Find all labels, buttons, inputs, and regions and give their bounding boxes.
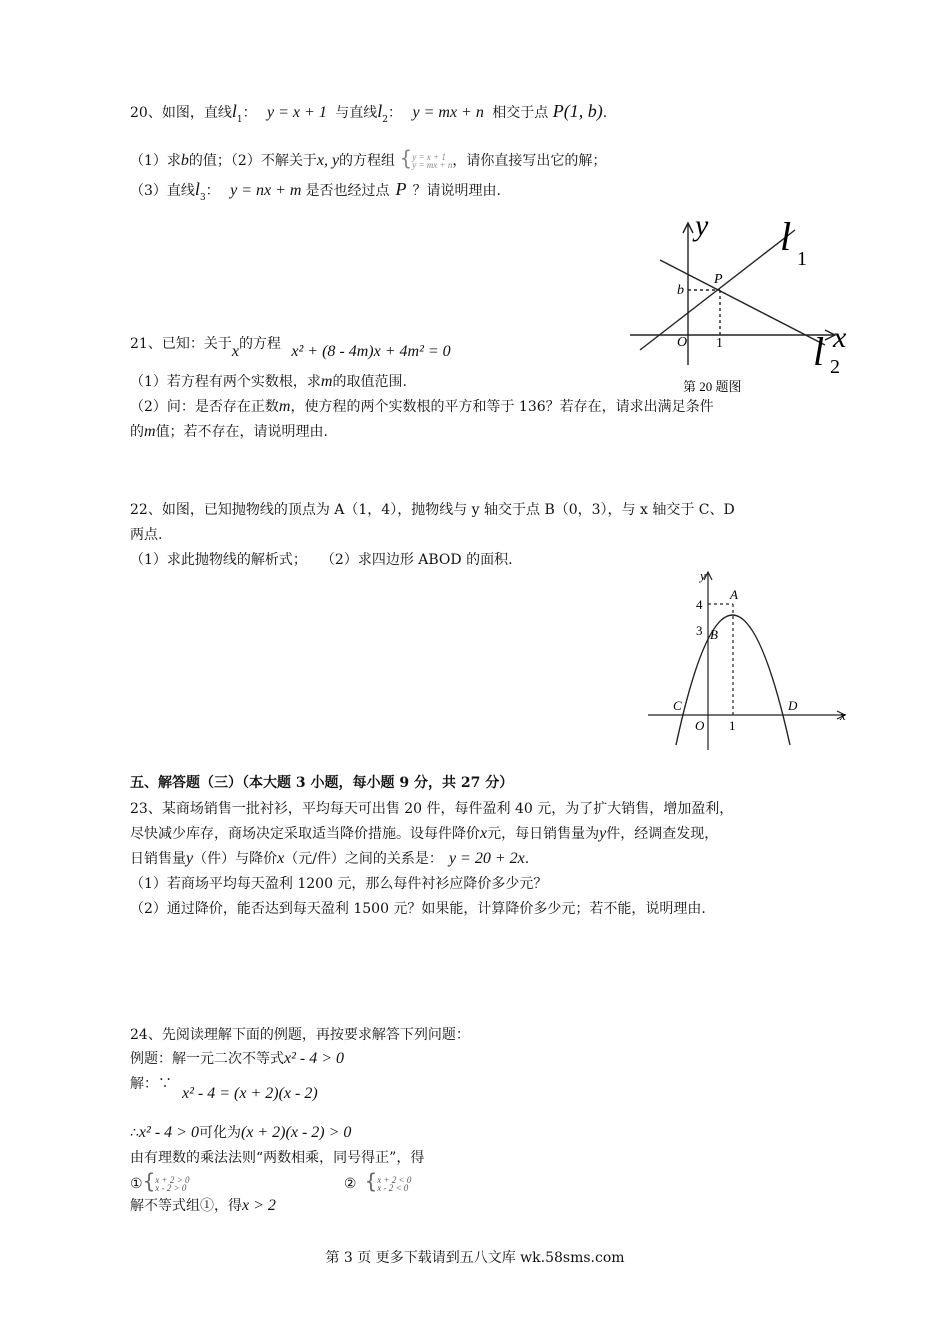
equation-system xyxy=(412,153,452,169)
q20-mid-text: 与直线 xyxy=(335,105,378,121)
q21-part2 xyxy=(130,397,714,417)
q22-line2: 两点. xyxy=(130,527,163,543)
q24-factorization: x² - 4 = (x + 2)(x - 2) xyxy=(182,1085,318,1102)
q24-line4c: 可化为 xyxy=(198,1125,241,1141)
period: . xyxy=(602,105,608,121)
q23-line3e: （元/件）之间的关系是： xyxy=(284,851,443,867)
system-2-brace: { xyxy=(364,1169,378,1193)
q20-part2-text: 的值；（2）不解关于 xyxy=(188,153,317,169)
q24-solution: x > 2 xyxy=(242,1197,276,1214)
q23-line3a: 日销售量 xyxy=(130,851,186,867)
line-l3-symbol: l xyxy=(194,179,200,199)
colon: ： xyxy=(205,183,220,199)
var-m: m xyxy=(144,423,156,440)
q23-line1: 23、某商场销售一批衬衫，平均每天可出售 20 件，每件盈利 40 元，为了扩大销售，增加盈利， xyxy=(130,801,734,817)
line-l3-equation: y = nx + m xyxy=(230,182,302,199)
q21-part2-text: （2）问：是否存在正数 xyxy=(130,399,279,415)
section-5-heading: 五、解答题（三）（本大题 3 小题，每小题 9 分，共 27 分） xyxy=(130,775,514,791)
fig20-origin-label: O xyxy=(677,335,688,350)
q21-intro: 21、已知：关于 xyxy=(130,336,232,352)
fig22-four-label: 4 xyxy=(696,597,703,612)
q24-line2a: 例题：解一元二次不等式 xyxy=(130,1051,284,1067)
q24-line4 xyxy=(130,1123,351,1143)
q24-inequality: x² - 4 > 0 xyxy=(138,1124,199,1141)
q21-part1-tail: 的取值范围. xyxy=(332,374,407,390)
fig22-c-label: C xyxy=(673,698,682,713)
q20-part3-tail: ？请说明理由. xyxy=(412,183,501,199)
q24-line1: 24、先阅读理解下面的例题，再按要求解答下列问题： xyxy=(130,1027,470,1043)
system-row-1: y = x + 1 xyxy=(412,152,446,162)
var-x: x xyxy=(480,825,488,842)
var-xy: x, y xyxy=(316,152,340,169)
q23-line2 xyxy=(130,824,718,844)
q24-line5: 由有理数的乘法法则“两数相乘，同号得正”，得 xyxy=(130,1150,425,1166)
therefore-symbol: ∴ xyxy=(130,1125,139,1141)
line-l1-symbol: l xyxy=(231,101,237,121)
system-1-label: ① xyxy=(130,1176,143,1192)
q20-part1-2 xyxy=(130,148,606,171)
q24-line3b xyxy=(182,1084,318,1104)
q23-line2c: 元，每日销售量为 xyxy=(487,826,600,842)
var-m: m xyxy=(278,398,291,415)
var-y: y xyxy=(599,825,607,842)
var-x: x xyxy=(277,850,285,867)
q20-part3-mid: 是否也经过点 xyxy=(305,183,390,199)
q23-line3 xyxy=(130,849,529,869)
q23-line3c: （件）与降价 xyxy=(193,851,278,867)
inequality-system-2 xyxy=(377,1176,411,1192)
fig20-l2-label: l xyxy=(813,329,825,374)
q21-part2-tail: 值；若不存在，请说明理由. xyxy=(155,424,329,440)
line-l1-equation: y = x + 1 xyxy=(267,104,327,121)
system-row-2: y = mx + n xyxy=(412,160,453,170)
fig22-a-label: A xyxy=(730,587,738,602)
fig20-y-label: y xyxy=(695,209,709,242)
fig20-caption: 第 20 题图 xyxy=(683,379,742,394)
system-2-row-1: x + 2 < 0 xyxy=(377,1175,412,1185)
q20-system-tail: ，请你直接写出它的解； xyxy=(452,153,607,169)
q24-line2 xyxy=(130,1049,344,1069)
var-b: b xyxy=(180,152,189,169)
colon: ： xyxy=(388,105,403,121)
q21-line1 xyxy=(130,334,451,360)
q23-relation: y = 20 + 2x xyxy=(448,850,525,867)
page-footer: 第 3 页 更多下载请到五八文库 wk.58sms.com xyxy=(325,1250,625,1266)
period: . xyxy=(524,851,530,867)
q20-line1 xyxy=(130,101,607,130)
system-brace: { xyxy=(399,146,413,170)
q20-part3 xyxy=(130,179,501,208)
system-1-row-2: x - 2 > 0 xyxy=(155,1183,187,1193)
var-m: m xyxy=(320,373,333,390)
fig22-x-label: x xyxy=(840,708,846,723)
q21-part2-d: 的 xyxy=(130,424,144,440)
q20-system-text: 的方程组 xyxy=(339,153,396,169)
q21-mid: 的方程 xyxy=(238,336,281,352)
figure-20 xyxy=(625,205,865,400)
colon: ： xyxy=(242,105,257,121)
fig20-l1-sub: 1 xyxy=(797,248,807,270)
q23-line2e: 件，经调查发现， xyxy=(606,826,719,842)
var-x: x xyxy=(231,343,239,360)
fig20-l1-label: l xyxy=(780,214,792,259)
fig20-one-label: 1 xyxy=(716,336,723,351)
fig20-x-label: x xyxy=(833,321,847,354)
q24-inequality: x² - 4 > 0 xyxy=(284,1050,345,1067)
fig22-b-label: B xyxy=(710,627,718,642)
system-2-row-2: x - 2 < 0 xyxy=(377,1183,409,1193)
line-l2-symbol: l xyxy=(377,101,383,121)
q21-part1-text: （1）若方程有两个实数根，求 xyxy=(130,374,321,390)
q20-part1-text: （1）求 xyxy=(130,153,181,169)
var-y: y xyxy=(186,850,194,867)
point-p: P(1, b) xyxy=(552,101,603,121)
q24-systems xyxy=(130,1171,411,1194)
q21-part2-cont xyxy=(130,422,328,442)
fig22-origin-label: O xyxy=(695,718,705,733)
fig22-one-label: 1 xyxy=(729,718,736,733)
q24-line7a: 解不等式组①，得 xyxy=(130,1198,242,1214)
q21-part2-mid: ，使方程的两个实数根的平方和等于 136？若存在，请求出满足条件 xyxy=(290,399,714,415)
q22-line1: 22、如图，已知抛物线的顶点为 A（1，4），抛物线与 y 轴交于点 B（0，3），与 x 轴交于 C、D xyxy=(130,502,735,518)
q22-line3: （1）求此抛物线的解析式； （2）求四边形 ABOD 的面积. xyxy=(130,552,513,568)
l1-subscript: 1 xyxy=(236,115,243,125)
q21-part1 xyxy=(130,372,407,392)
q23-line2a: 尽快减少库存，商场决定采取适当降价措施。设每件降价 xyxy=(130,826,480,842)
system-1-brace: { xyxy=(142,1169,156,1193)
q20-tail-text: 相交于点 xyxy=(492,105,549,121)
l3-subscript: 3 xyxy=(199,193,206,203)
line-l2 xyxy=(660,260,825,345)
q20-intro: 20、如图，直线 xyxy=(130,105,232,121)
q24-line7 xyxy=(130,1196,276,1216)
q24-line3a: 解：∵ xyxy=(130,1076,172,1092)
system-1-row-1: x + 2 > 0 xyxy=(155,1175,190,1185)
var-p: P xyxy=(395,179,407,199)
q23-part2: （2）通过降价，能否达到每天盈利 1500 元？如果能，计算降价多少元；若不能，说明理由. xyxy=(130,901,706,917)
system-2-label: ② xyxy=(343,1176,357,1192)
fig22-d-label: D xyxy=(788,698,798,713)
q20-part3-text: （3）直线 xyxy=(130,183,195,199)
fig20-p-label: P xyxy=(714,272,723,287)
inequality-system-1 xyxy=(155,1176,189,1192)
q24-factored-inequality: (x + 2)(x - 2) > 0 xyxy=(240,1124,352,1141)
q21-equation: x² + (8 - 4m)x + 4m² = 0 xyxy=(291,343,451,360)
figure-22 xyxy=(640,560,865,755)
q23-part1: （1）若商场平均每天盈利 1200 元，那么每件衬衫应降价多少元？ xyxy=(130,876,548,892)
fig20-b-label: b xyxy=(677,283,684,298)
l2-subscript: 2 xyxy=(382,115,389,125)
fig22-three-label: 3 xyxy=(696,623,703,638)
fig20-l2-sub: 2 xyxy=(830,356,840,378)
line-l2-equation: y = mx + n xyxy=(412,104,484,121)
fig22-y-label: y xyxy=(700,568,706,583)
